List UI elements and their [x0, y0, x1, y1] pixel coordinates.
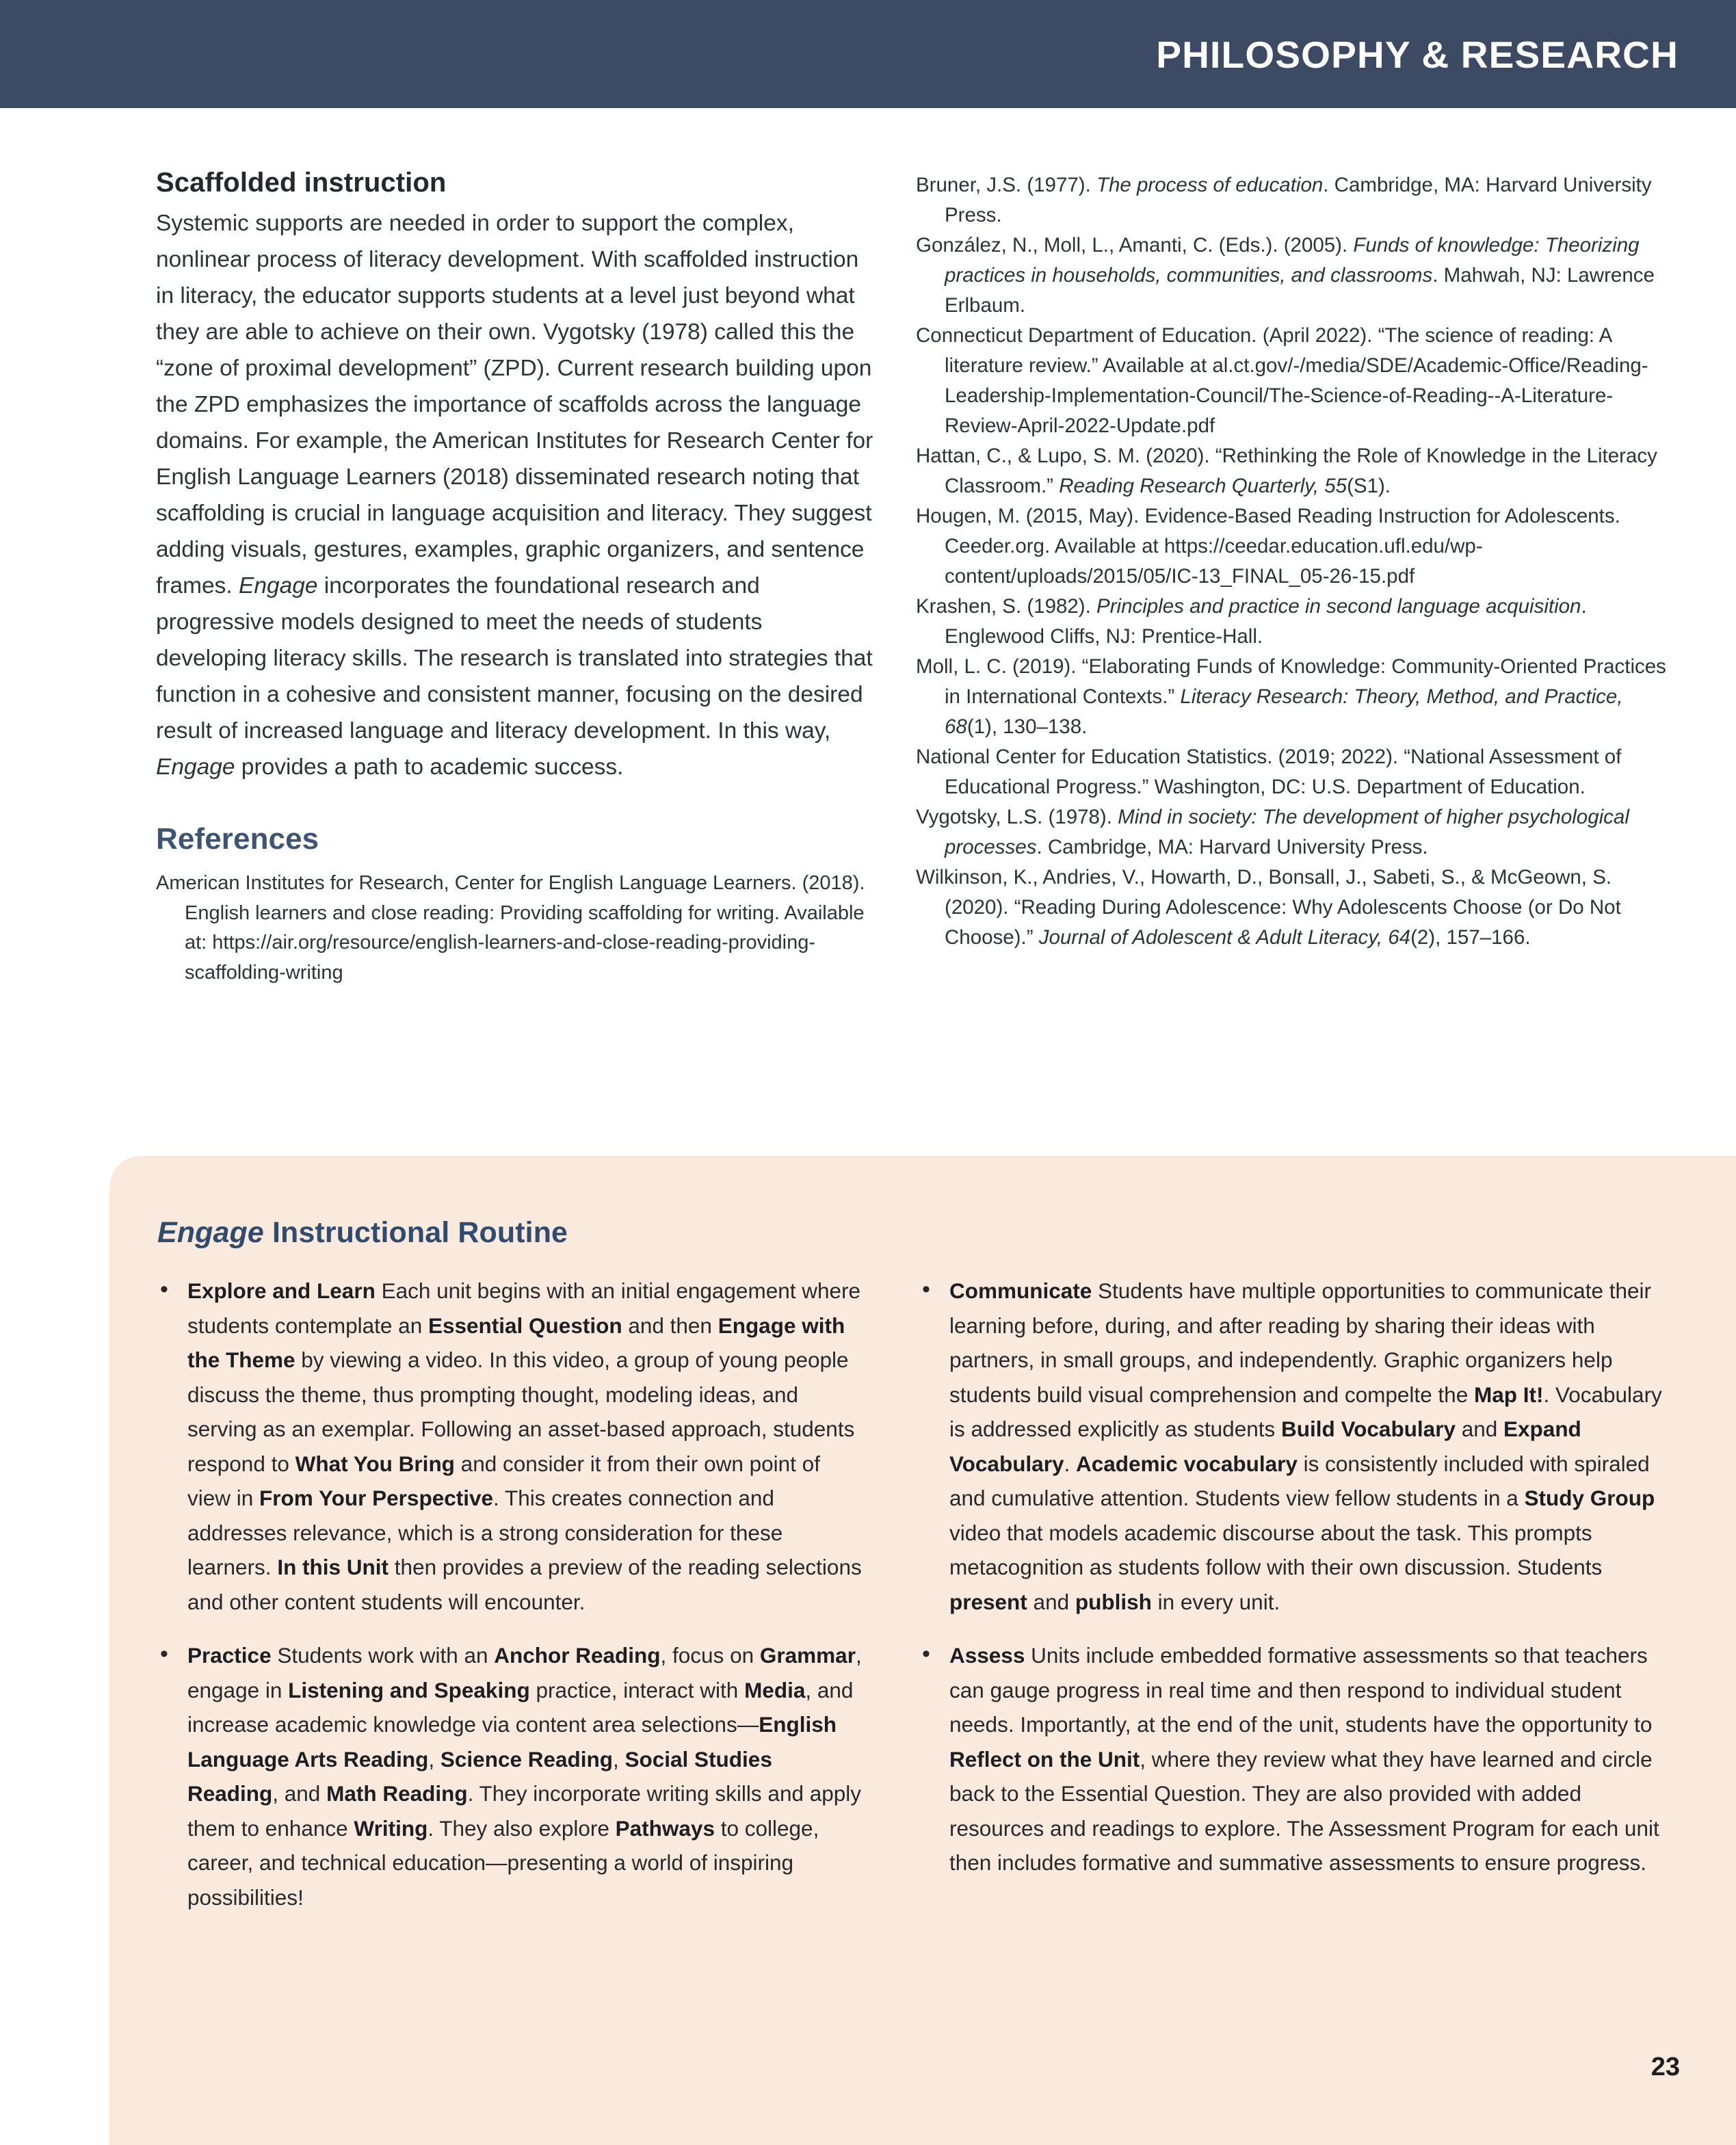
panel-left-bullet-list [157, 1274, 869, 1914]
page-header-bar [0, 0, 1736, 108]
list-item: • Practice Students work with an Anchor Reading, focus on Grammar, engage in Listening and Speaking practice, interact with Media, and increase academic knowledge via content area selections—English Language Arts Reading, Science Reading, Social Studies Reading, and Math Reading. They incorporate writing skills and apply them to enhance Writing. They also explore Pathways to college, career, and technical education—presenting a world of inspiring possibilities! [157, 1638, 869, 1914]
reference-item: Moll, L. C. (2019). “Elaborating Funds of Knowledge: Community-Oriented Practices in International Contexts.” Literacy Research: Theory, Method, and Practice, 68(1), 130–138. [916, 655, 1666, 738]
references-heading: References [156, 822, 319, 856]
scaffolded-instruction-paragraph: Systemic supports are needed in order to support the complex, nonlinear process of literacy development. With scaffolded instruction in literacy, the educator supports students at a level just beyond what they are able to achieve on their own. Vygotsky (1978) called this the “zone of proximal development” (ZPD). Current research building upon the ZPD emphasizes the importance of scaffolds across the language domains. For example, the American Institutes for Research Center for English Language Learners (2018) disseminated research noting that scaffolding is crucial in language acquisition and literacy. They suggest adding visuals, gestures, examples, graphic organizers, and sentence frames. Engage incorporates the foundational research and progressive models designed to meet the needs of students developing literacy skills. The research is translated into strategies that function in a cohesive and consistent manner, focusing on the desired result of increased language and literacy development. In this way, Engage provides a path to academic success. [156, 211, 873, 780]
reference-item: Hougen, M. (2015, May). Evidence-Based Reading Instruction for Adolescents. Ceeder.org. Available at https://ceedar.education.ufl.edu/wp-content/uploads/2015/05/IC-13_FINAL_05-26-15.pdf [916, 505, 1620, 588]
panel-columns [157, 1274, 1695, 1934]
left-text-column [156, 168, 878, 988]
right-references-column [916, 168, 1668, 988]
left-references-list [156, 869, 878, 988]
panel-title [157, 1216, 568, 1250]
panel-title-rest: Instructional Routine [263, 1216, 568, 1249]
list-item: • Assess Units include embedded formative assessments so that teachers can gauge progress in real time and then respond to individual student needs. Importantly, at the end of the unit, students have the opportunity to Reflect on the Unit, where they review what they have learned and circle back to the Essential Question. They are also provided with added resources and readings to explore. The Assessment Program for each unit then includes formative and summative assessments to ensure progress. [919, 1638, 1672, 1880]
reference-item: Hattan, C., & Lupo, S. M. (2020). “Rethinking the Role of Knowledge in the Literacy Classroom.” Reading Research Quarterly, 55(S1). [916, 445, 1657, 497]
list-item: • Explore and Learn Each unit begins with an initial engagement where students contemplate an Essential Question and then Engage with the Theme by viewing a video. In this video, a group of young people discuss the theme, thus prompting thought, modeling ideas, and serving as an exemplar. Following an asset-based approach, students respond to What You Bring and consider it from their own point of view in From Your Perspective. This creates connection and addresses relevance, which is a strong consideration for these learners. In this Unit then provides a preview of the reading selections and other content students will encounter. [157, 1274, 869, 1619]
engage-instructional-routine-panel [109, 1156, 1736, 2145]
reference-item: González, N., Moll, L., Amanti, C. (Eds.). (2005). Funds of knowledge: Theorizing practices in households, communities, and classrooms. Mahwah, NJ: Lawrence Erlbaum. [916, 234, 1655, 317]
reference-item: Connecticut Department of Education. (April 2022). “The science of reading: A literature review.” Available at al.ct.gov/-/media/SDE/Academic-Office/Reading-Leadership-Implementation-Council/The-Science-of-Reading--A-Literature-Review-April-2022-Update.pdf [916, 324, 1648, 437]
reference-item: Krashen, S. (1982). Principles and practice in second language acquisition. Englewood Cliffs, NJ: Prentice-Hall. [916, 595, 1587, 648]
list-item: • Communicate Students have multiple opportunities to communicate their learning before, during, and after reading by sharing their ideas with partners, in small groups, and independently. Graphic organizers help students build visual comprehension and compelte the Map It!. Vocabulary is addressed explicitly as students Build Vocabulary and Expand Vocabulary. Academic vocabulary is consistently included with spiraled and cumulative attention. Students view fellow students in a Study Group video that models academic discourse about the task. This prompts metacognition as students follow with their own discussion. Students present and publish in every unit. [919, 1274, 1672, 1619]
panel-title-engage: Engage [157, 1216, 264, 1249]
reference-item: National Center for Education Statistics. (2019; 2022). “National Assessment of Educational Progress.” Washington, DC: U.S. Department of Education. [916, 746, 1622, 798]
reference-item: Vygotsky, L.S. (1978). Mind in society: The development of higher psychological processes. Cambridge, MA: Harvard University Press. [916, 806, 1629, 858]
reference-item: Bruner, J.S. (1977). The process of education. Cambridge, MA: Harvard University Press. [916, 174, 1652, 226]
page-title: PHILOSOPHY & RESEARCH [1156, 34, 1679, 76]
reference-item: American Institutes for Research, Center for English Language Learners. (2018). English learners and close reading: Providing scaffolding for writing. Available at: https://air.org/resource/english-learners-and-close-reading-providing-scaffolding-writing [156, 872, 865, 984]
panel-right-column [919, 1274, 1672, 1934]
page-number: 23 [1650, 2053, 1680, 2081]
panel-right-bullet-list [919, 1274, 1672, 1880]
panel-left-column [157, 1274, 869, 1934]
section-heading-scaffolded-instruction: Scaffolded instruction [156, 168, 447, 198]
top-content-region [0, 168, 1736, 988]
right-references-list [916, 170, 1668, 953]
reference-item: Wilkinson, K., Andries, V., Howarth, D., Bonsall, J., Sabeti, S., & McGeown, S. (2020). “Reading During Adolescence: Why Adolescents Choose (or Do Not Choose).” Journal of Adolescent & Adult Literacy, 64(2), 157–166. [916, 866, 1621, 949]
